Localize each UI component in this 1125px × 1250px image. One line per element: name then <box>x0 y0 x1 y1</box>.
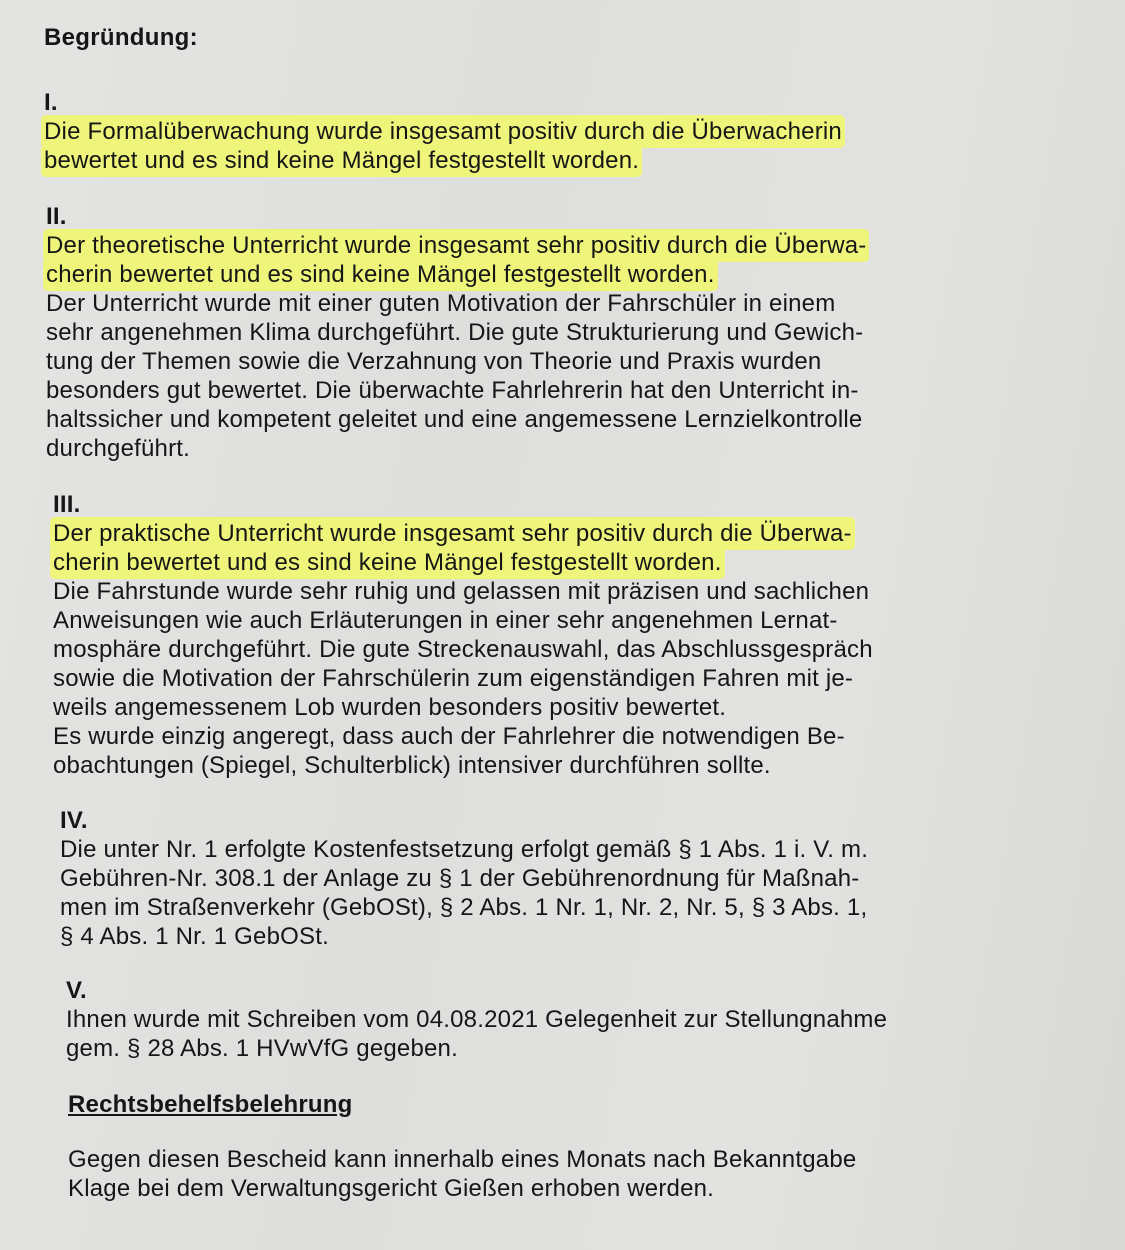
body-line: durchgeführt. <box>46 435 191 462</box>
body-line: sowie die Motivation der Fahrschülerin zum eigenständigen Fahren mit je- <box>53 665 854 692</box>
document-title: Begründung: <box>44 24 198 51</box>
legal-notice <box>68 1090 856 1203</box>
body-line: gem. § 28 Abs. 1 HVwVfG gegeben. <box>66 1035 458 1062</box>
section-number: II. <box>46 203 67 230</box>
highlighted-line: Der theoretische Unterricht wurde insgesamt sehr positiv durch die Überwa- <box>46 232 867 259</box>
body-line: Anweisungen wie auch Erläuterungen in einer sehr angenehmen Lernat- <box>53 607 838 634</box>
section-3 <box>53 490 873 780</box>
body-line: § 4 Abs. 1 Nr. 1 GebOSt. <box>60 923 329 950</box>
body-line: weils angemessenem Lob wurden besonders positiv bewertet. <box>53 694 727 721</box>
section-1 <box>44 88 842 175</box>
highlighted-line: cherin bewertet und es sind keine Mängel festgestellt worden. <box>46 261 715 288</box>
body-line: Die unter Nr. 1 erfolgte Kostenfestsetzung erfolgt gemäß § 1 Abs. 1 i. V. m. <box>60 836 869 863</box>
body-line: Klage bei dem Verwaltungsgericht Gießen erhoben werden. <box>68 1175 715 1202</box>
body-line: Gegen diesen Bescheid kann innerhalb eines Monats nach Bekanntgabe <box>68 1146 857 1173</box>
body-line: mosphäre durchgeführt. Die gute Streckenauswahl, das Abschlussgespräch <box>53 636 873 663</box>
body-line: Gebühren-Nr. 308.1 der Anlage zu § 1 der Gebührenordnung für Maßnah- <box>60 865 860 892</box>
body-line: Die Fahrstunde wurde sehr ruhig und gelassen mit präzisen und sachlichen <box>53 578 870 605</box>
legal-notice-heading: Rechtsbehelfsbelehrung <box>68 1091 353 1118</box>
body-line: Der Unterricht wurde mit einer guten Motivation der Fahrschüler in einem <box>46 290 836 317</box>
body-line: tung der Themen sowie die Verzahnung von Theorie und Praxis wurden <box>46 348 822 375</box>
section-5 <box>66 976 887 1063</box>
highlighted-line: cherin bewertet und es sind keine Mängel festgestellt worden. <box>53 549 722 576</box>
body-line: Ihnen wurde mit Schreiben vom 04.08.2021 Gelegenheit zur Stellungnahme <box>66 1006 888 1033</box>
highlighted-line: bewertet und es sind keine Mängel festgestellt worden. <box>44 147 640 174</box>
section-number: I. <box>44 89 58 116</box>
body-line: obachtungen (Spiegel, Schulterblick) intensiver durchführen sollte. <box>53 752 771 779</box>
highlighted-line: Die Formalüberwachung wurde insgesamt positiv durch die Überwacherin <box>44 118 842 145</box>
body-line: sehr angenehmen Klima durchgeführt. Die gute Strukturierung und Gewich- <box>46 319 864 346</box>
section-number: IV. <box>60 807 88 834</box>
section-4 <box>60 806 868 951</box>
body-line: haltssicher und kompetent geleitet und eine angemessene Lernzielkontrolle <box>46 406 863 433</box>
body-line: besonders gut bewertet. Die überwachte Fahrlehrerin hat den Unterricht in- <box>46 377 859 404</box>
body-line: Es wurde einzig angeregt, dass auch der Fahrlehrer die notwendigen Be- <box>53 723 845 750</box>
section-2 <box>46 202 866 463</box>
body-line: men im Straßenverkehr (GebOSt), § 2 Abs. 1 Nr. 1, Nr. 2, Nr. 5, § 3 Abs. 1, <box>60 894 868 921</box>
section-number: V. <box>66 977 87 1004</box>
highlighted-line: Der praktische Unterricht wurde insgesamt sehr positiv durch die Überwa- <box>53 520 852 547</box>
section-number: III. <box>53 491 81 518</box>
